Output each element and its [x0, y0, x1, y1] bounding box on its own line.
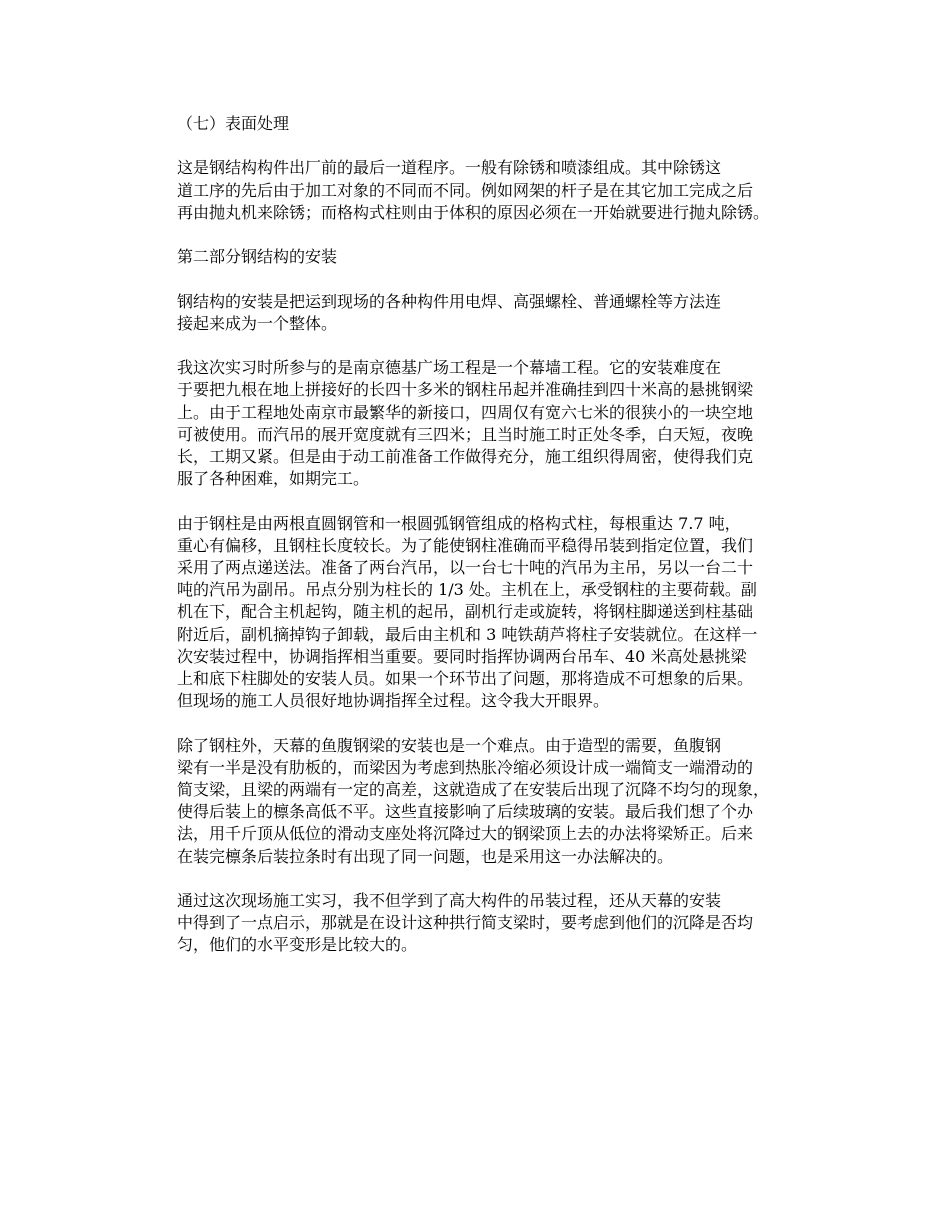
- text-line: 梁有一半是没有肋板的，而梁因为考虑到热胀冷缩必须设计成一端简支一端滑动的: [177, 757, 754, 777]
- text-line: 附近后，副机摘掉钩子卸载，最后由主机和 3 吨铁葫芦将柱子安装就位。在这样一: [177, 624, 758, 644]
- text-line: 吨的汽吊为副吊。吊点分别为柱长的 1/3 处。主机在上，承受钢柱的主要荷载。副: [177, 580, 757, 600]
- text-line: 中得到了一点启示，那就是在设计这种拱行简支梁时，要考虑到他们的沉降是否均: [177, 913, 754, 933]
- paragraph-project-overview: [141, 357, 831, 490]
- text-line: 机在下，配合主机起钩，随主机的起吊，副机行走或旋转，将钢柱脚递送到柱基础: [177, 602, 754, 622]
- text-line: 次安装过程中，协调指挥相当重要。要同时指挥协调两台吊车、40 米高处悬挑梁: [177, 646, 747, 666]
- paragraph-surface-treatment: [141, 157, 831, 224]
- text-line: 法，用千斤顶从低位的滑动支座处将沉降过大的钢梁顶上去的办法将梁矫正。后来: [177, 824, 754, 844]
- text-line: 除了钢柱外，天幕的鱼腹钢梁的安装也是一个难点。由于造型的需要，鱼腹钢: [177, 735, 722, 755]
- paragraph-column-hoisting: [141, 513, 831, 713]
- paragraph-installation-intro: [141, 291, 831, 335]
- text-line: 于要把九根在地上拼接好的长四十多米的钢柱吊起并准确挂到四十米高的悬挑钢梁: [177, 380, 754, 400]
- text-line: 服了各种困难，如期完工。: [177, 469, 370, 489]
- section-heading-installation: 第二部分钢结构的安装: [177, 247, 338, 267]
- paragraph-conclusion: [141, 890, 831, 957]
- text-line: 简支梁，且梁的两端有一定的高差，这就造成了在安装后出现了沉降不均匀的现象，: [177, 780, 770, 799]
- text-line: 匀，他们的水平变形是比较大的。: [177, 935, 418, 955]
- text-line: 道工序的先后由于加工对象的不同而不同。例如网架的杆子是在其它加工完成之后: [177, 180, 754, 200]
- text-line: 钢结构的安装是把运到现场的各种构件用电焊、高强螺栓、普通螺栓等方法连: [177, 291, 722, 311]
- text-line: 再由抛丸机来除锈；而格构式柱则由于体积的原因必须在一开始就要进行抛丸除锈。: [177, 202, 770, 222]
- text-line: 使得后装上的檩条高低不平。这些直接影响了后续玻璃的安装。最后我们想了个办: [177, 802, 754, 822]
- text-line: 上。由于工程地处南京市最繁华的新接口，四周仅有宽六七米的很狭小的一块空地: [177, 402, 754, 422]
- paragraph-fish-belly-beam: [141, 735, 831, 868]
- text-line: 可被使用。而汽吊的展开宽度就有三四米；且当时施工时正处冬季，白天短，夜晚: [177, 424, 754, 444]
- text-line: 我这次实习时所参与的是南京德基广场工程是一个幕墙工程。它的安装难度在: [177, 358, 722, 378]
- text-line: 上和底下柱脚处的安装人员。如果一个环节出了问题，那将造成不可想象的后果。: [177, 669, 754, 688]
- section-heading-surface-treatment: （七）表面处理: [177, 114, 290, 133]
- text-line: 长，工期又紧。但是由于动工前准备工作做得充分，施工组织得周密，使得我们克: [177, 446, 754, 466]
- document-body: [141, 113, 831, 979]
- text-line: 但现场的施工人员很好地协调指挥全过程。这令我大开眼界。: [177, 691, 610, 711]
- text-line: 这是钢结构构件出厂前的最后一道程序。一般有除锈和喷漆组成。其中除锈这: [177, 158, 722, 178]
- text-line: 由于钢柱是由两根直圆钢管和一根圆弧钢管组成的格构式柱，每根重达 7.7 吨，: [177, 513, 741, 533]
- text-line: 重心有偏移，且钢柱长度较长。为了能使钢柱准确而平稳得吊装到指定位置，我们: [177, 535, 754, 555]
- text-line: 通过这次现场施工实习，我不但学到了高大构件的吊装过程，还从天幕的安装: [177, 891, 722, 910]
- text-line: 接起来成为一个整体。: [177, 313, 338, 333]
- text-line: 采用了两点递送法。准备了两台汽吊，以一台七十吨的汽吊为主吊，另以一台二十: [177, 557, 754, 577]
- text-line: 在装完檩条后装拉条时有出现了同一问题，也是采用这一办法解决的。: [177, 846, 674, 866]
